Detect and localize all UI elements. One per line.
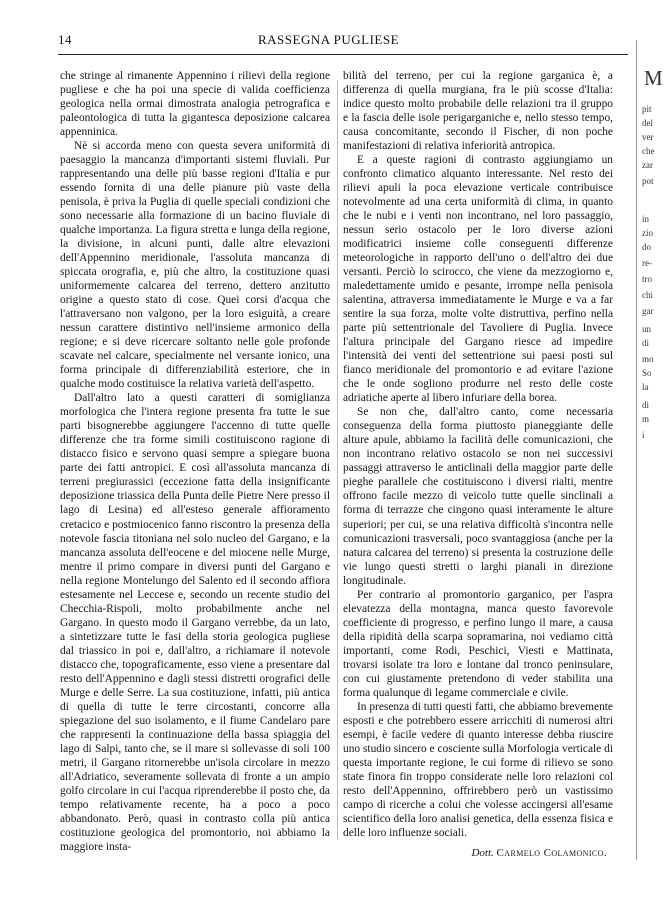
adjacent-page-fragment: zio [642, 228, 653, 238]
paragraph: Dall'altro lato a questi caratteri di somiglianza morfologica che l'intera regione presenta fra tutte le sue parti bisognerebbe aggiungere l'accenno di tutte quelle differenze che tra forme simili costituiscono ragione di distacco fisico e servono quasi sempre a spiegare buona parte dei fatti antropici. E così all'assoluta mancanza di terreni pregiurassici (eccezione fatta della insignificante deposizione triassica della Punta delle Pietre Nere presso il lago di Lesina) ed all'esteso generale affioramento cretacico e postmiocenico fanno riscontro la presenza della notevole fascia titoniana nel solo nucleo del Gargano, e la mancanza assoluta dell'eocene e del miocene nelle Murge, mentre il primo compare in diversi punti del Gargano e nella regione Montelungo del Salento ed il secondo affiora estesamente nel Leccese e, secondo un recente studio del Checchia-Rispoli, molto probabilmente anche nel Gargano. In questo modo il Gargano verrebbe, da un lato, a sintetizzare tutte le fasi della storia geologica pugliese dal triassico in poi e, dall'altro, a richiamare il notevole distacco che, topograficamente, esso viene a presentare dal resto dell'Appennino e dagli stessi distretti orografici delle Murge e delle Serre. La sua costituzione, infatti, più antica di quella di tutte le terre circostanti, concorre alla spiegazione del suo isolamento, e il fiume Candelaro pare che rappresenti la continuazione della bassa spiaggia del lago di Salpi, tanto che, se il mare si sollevasse di soli 100 metri, il Gargano ritornerebbe un'isola circolare in mezzo all'Adriatico, severamente sollevata di fronte a un ampio golfo circolare in cui l'acqua riprenderebbe il posto che, da tempo relativamente recente, ha a poco a poco abbandonato. Però, quasi in contrasto colla più antica costituzione geologica del promontorio, noi abbiamo la maggiore insta- [60, 392, 330, 853]
column-divider [337, 80, 338, 840]
adjacent-page-fragment: tro [642, 274, 652, 284]
adjacent-page-fragment: del [642, 118, 653, 128]
paragraph: Nè si accorda meno con questa severa uniformità di paesaggio la mancanza d'importanti sistemi fluviali. Pur rappresentando una delle più basse regioni d'Italia e pur essendo fornita di una delle pianure più vaste della penisola, è priva la Puglia di quelle speciali condizioni che sono necessarie alla formazione di un bacino fluviale di qualche importanza. La figura stretta e lunga della regione, la divisione, in alcuni punti, dalle altre elevazioni dell'Appennino meridionale, l'assoluta mancanza di spiccata orografia, e, più che altro, la costituzione quasi uniformemente calcarea del terreno, dettero anzitutto origine a questo stato di cose. Quei corsi d'acqua che l'attraversano non valgono, per la loro esiguità, a creare nessun carattere distintivo nell'insieme armonico della regione; e si deve ricercare soltanto nelle gole profonde scavate nel calcare, specialmente nel versante ionico, una forma principale di differenziabilità esteriore, che in qualche modo costituisce la relativa varietà dell'aspetto. [60, 140, 330, 391]
paragraph: Per contrario al promontorio garganico, per l'aspra elevatezza della montagna, manca questo favorevole coefficiente di progresso, e perfino lungo il mare, a causa della ripidità della scarpa sopramarina, noi vediamo città importanti, come Rodi, Peschici, Viesti e Mattinata, trovarsi isolate tra loro e lontane dal tronco peninsulare, con cui giustamente pretendono di veder stabilita una forma qualunque di legame commerciale e civile. [343, 588, 613, 699]
adjacent-page-fragment: zar [642, 160, 653, 170]
adjacent-page-fragment: pot [642, 176, 654, 186]
author-title: Dott. [471, 846, 494, 859]
journal-title: RASSEGNA PUGLIESE [258, 32, 400, 47]
adjacent-page-fragment: chi [642, 290, 653, 300]
right-column [343, 69, 613, 860]
author-signature [343, 846, 613, 860]
page-edge [636, 40, 637, 860]
adjacent-page-fragment: mo [642, 354, 654, 364]
adjacent-page-fragment: re- [642, 258, 652, 268]
paragraph: che stringe al rimanente Appennino i rilievi della regione pugliese e che ha poi una specie di valida coefficienza geologica nella ormai dimostrata analogia petrografica e paleontologica di tutta la gigantesca deposizione calcarea appenninica. [60, 70, 330, 139]
adjacent-page-fragment: gar [642, 306, 654, 316]
left-column [60, 69, 330, 854]
page-number: 14 [58, 32, 72, 47]
header-rule [58, 54, 628, 55]
adjacent-page-fragment: un [642, 324, 651, 334]
paragraph: bilità del terreno, per cui la regione garganica è, a differenza di quella murgiana, fra le più scosse d'Italia: indice questo molto probabile delle relazioni tra il gruppo e la fascia delle isole perigarganiche e, nello stesso tempo, causa concomitante, secondo il Fischer, di non poche manifestazioni di relativa inferiorità antropica. [343, 70, 613, 153]
paragraph: In presenza di tutti questi fatti, che abbiamo brevemente esposti e che potrebbero essere arricchiti di numerosi altri esempi, è facile vedere di quanto interesse debba riuscire uno studio sincero e cosciente sulla Morfologia verticale di questa importante regione, le cui forme di rilievo se sono state finora fin troppo considerate nelle loro relazioni col resto dell'Appennino, offrirebbero però un vastissimo campo di ricerche a colui che volesse accingersi all'esame scientifico della loro analisi genetica, della essenza fisica e delle loro influenze sociali. [343, 700, 613, 839]
adjacent-page-fragment: do [642, 242, 651, 252]
adjacent-page-fragment: So [642, 368, 652, 378]
adjacent-page-fragment: i [642, 430, 645, 440]
adjacent-page-fragment: la [642, 382, 649, 392]
paragraph: E a queste ragioni di contrasto aggiungiamo un confronto climatico alquanto interessante. Nel resto dei rilievi apuli la poca elevazione verticale contribuisce notevolmente ad una certa uniformità di clima, in quanto che le nubi e i venti non incontrano, nel loro passaggio, nessun serio ostacolo per le loro diverse azioni modificatrici insieme colle conseguenti differenze meteorologiche in rapporto dell'uno o dell'altro dei due versanti. Perciò lo scirocco, che viene da mezzogiorno e, maledettamente umido e pesante, irrompe nella penisola salentina, attraversa immediatamente le Murge e va a far sentire la sua forza, molte volte distruttiva, perfino nella parte più settentrionale del Tavoliere di Puglia. Invece l'altura principale del Gargano riesce ad impedire l'intensità dei venti del settentrione sui paesi posti sul fianco meridionale del promontorio e ad evitare l'azione che le onde sogliono produrre nel resto delle coste adriatiche aperte al libero infuriare della borea. [343, 154, 613, 405]
adjacent-page-fragment: di [642, 338, 650, 348]
paragraph: Se non che, dall'altro canto, come necessaria conseguenza della forma piuttosto pianeggiante delle alture apule, abbiamo la facilità delle comunicazioni, che non incontrano relativo ostacolo se non nei successivi passaggi attraverso le anticlinali della maggior parte delle pieghe parallele che costituiscono i diversi rialti, mentre offrono facile mezzo di veicolo tutte quelle sinclinali a forma di terrazze che cingono quasi interamente le alture superiori; per cui, se una relativa difficoltà s'incontra nelle comunicazioni trasversali, poco svantaggiosa (anche per la natura calcarea del terreno) si presenta la costruzione delle vie lungo questi stretti o larghi pianali in direzione longitudinale. [343, 406, 613, 587]
adjacent-page-fragment: m [642, 414, 650, 424]
author-name: Carmelo Colamonico. [496, 846, 607, 859]
adjacent-page-fragment: pit [642, 104, 652, 114]
running-header [58, 32, 618, 48]
adjacent-page-fragment: in [642, 214, 650, 224]
adjacent-page-initial: M [644, 66, 663, 90]
adjacent-page-bleed [640, 0, 663, 900]
adjacent-page-fragment: di [642, 400, 650, 410]
adjacent-page-fragment: che [642, 146, 655, 156]
adjacent-page-fragment: ver [642, 132, 654, 142]
